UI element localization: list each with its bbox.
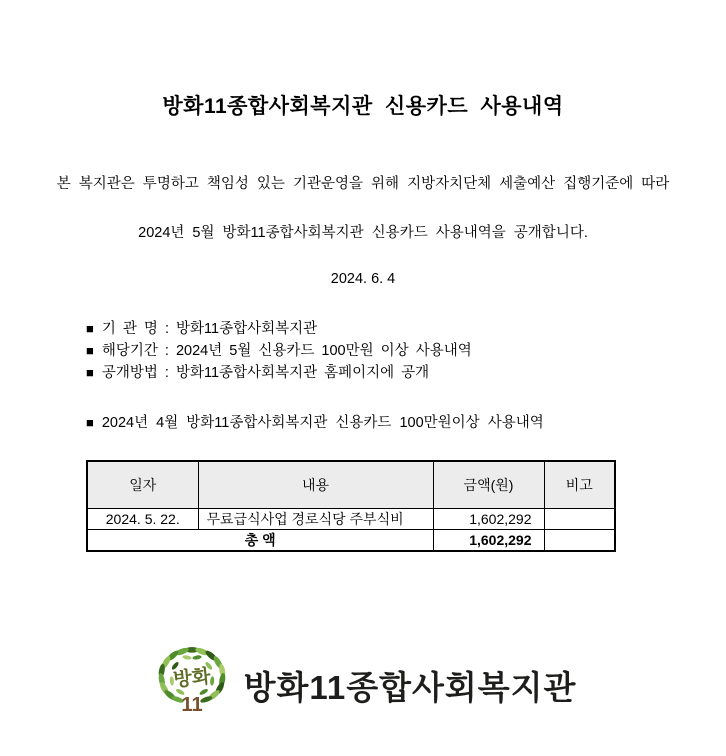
column-header-date: 일자 (87, 461, 198, 508)
info-item-period (86, 340, 726, 362)
logo-tree-label: 방화 (171, 665, 212, 691)
cell-description: 무료급식사업 경로식당 주부식비 (198, 508, 433, 529)
info-item-label: 기 관 명 : 방화11종합사회복지관 (101, 321, 318, 337)
table-row (87, 508, 615, 529)
section-heading-label: 2024년 4월 방화11종합사회복지관 신용카드 100만원이상 사용내역 (101, 415, 544, 431)
cell-amount: 1,602,292 (433, 508, 544, 529)
info-item-label: 공개방법 : 방화11종합사회복지관 홈페이지에 공개 (101, 365, 430, 381)
intro-paragraph-line1: 본 복지관은 투명하고 책임성 있는 기관운영을 위해 지방자치단체 세출예산 집행기준에 따라 (56, 176, 670, 192)
square-bullet-icon: ■ (86, 415, 94, 430)
intro-paragraph-line2: 2024년 5월 방화11종합사회복지관 신용카드 사용내역을 공개합니다. (138, 225, 588, 241)
total-label: 총 액 (87, 529, 433, 551)
footer-logo (0, 644, 726, 728)
page-title: 방화11종합사회복지관 신용카드 사용내역 (162, 95, 564, 118)
notice-date: 2024. 6. 4 (330, 271, 396, 287)
logo-tree-number: 11 (180, 693, 203, 716)
info-item-organization (86, 318, 726, 340)
total-amount: 1,602,292 (433, 529, 544, 551)
total-note (544, 529, 615, 551)
section-heading (86, 411, 726, 432)
info-item-method (86, 362, 726, 384)
square-bullet-icon: ■ (86, 365, 94, 380)
table-total-row (87, 529, 615, 551)
column-header-note: 비고 (544, 461, 615, 508)
info-list (86, 318, 726, 384)
square-bullet-icon: ■ (86, 321, 94, 336)
logo-tree-icon (150, 644, 234, 728)
cell-note (544, 508, 615, 529)
column-header-description: 내용 (198, 461, 433, 508)
logo-wordmark: 방화11종합사회복지관 (243, 669, 577, 706)
cell-date: 2024. 5. 22. (87, 508, 198, 529)
table-header-row (87, 461, 615, 508)
square-bullet-icon: ■ (86, 343, 94, 358)
usage-table (86, 460, 616, 552)
column-header-amount: 금액(원) (433, 461, 544, 508)
info-item-label: 해당기간 : 2024년 5월 신용카드 100만원 이상 사용내역 (101, 343, 472, 359)
